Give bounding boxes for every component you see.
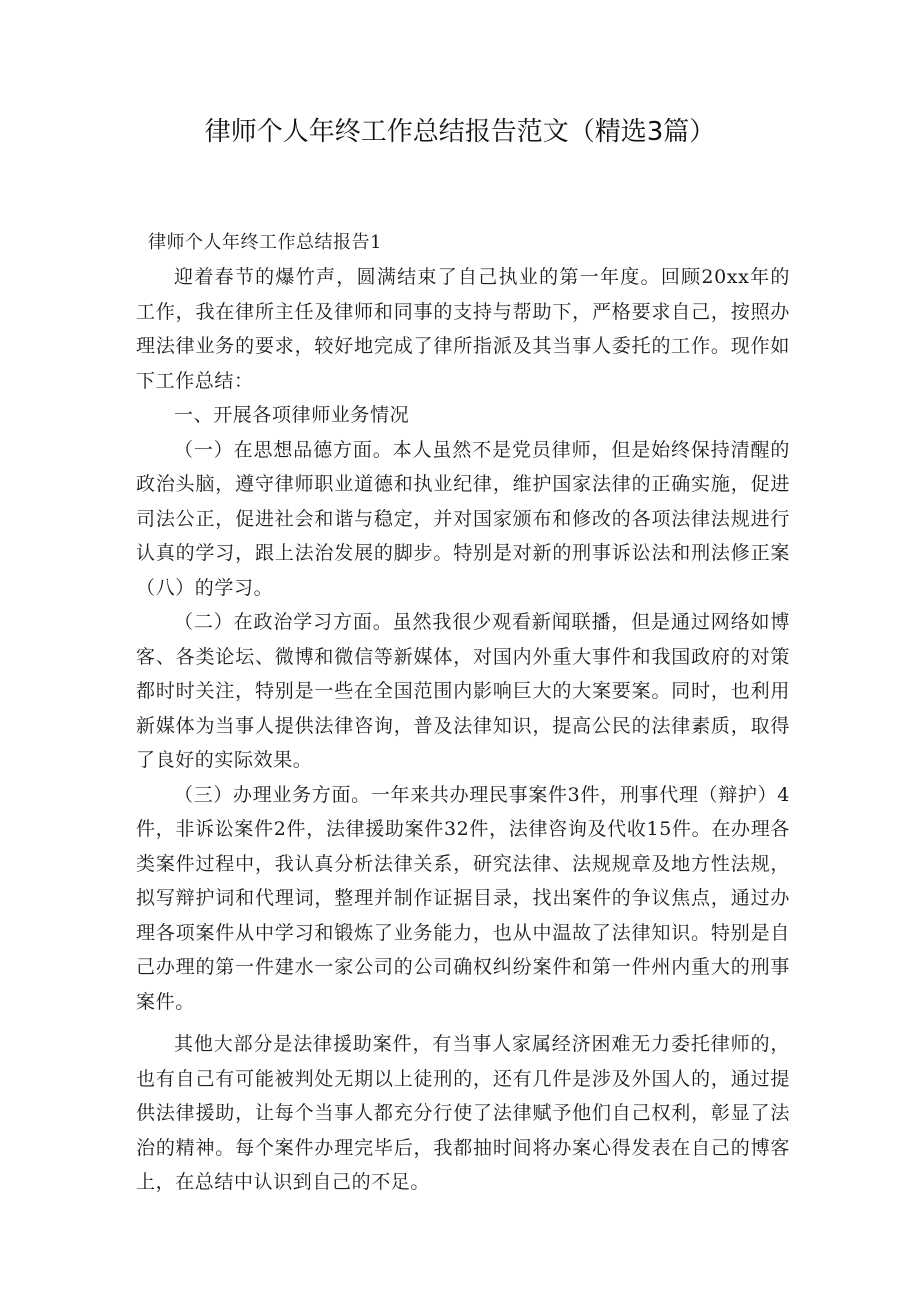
paragraph-legal-aid: 其他大部分是法律援助案件，有当事人家属经济困难无力委托律师的，也有自己有可能被判处无期以上徒刑的，还有几件是涉及外国人的，通过提供法律援助，让每个当事人都充分行使了法律赋予他们自己权利，彰显了法治的精神。每个案件办理完毕后，我都抽时间将办案心得发表在自己的博客上，在总结中认识到自己的不足。 — [136, 1033, 790, 1193]
paragraph-subheading: 一、开展各项律师业务情况 — [174, 404, 410, 426]
paragraph-moral: （一）在思想品德方面。本人虽然不是党员律师，但是始终保持清醒的政治头脑，遵守律师职业道德和执业纪律，维护国家法律的正确实施，促进司法公正，促进社会和谐与稳定，并对国家颁布和修改的各项法律法规进行认真的学习，跟上法治发展的脚步。特别是对新的刑事诉讼法和刑法修正案（八）的学习。 — [136, 438, 790, 599]
paragraph-political-study: （二）在政治学习方面。虽然我很少观看新闻联播，但是通过网络如博客、各类论坛、微博和微信等新媒体，对国内外重大事件和我国政府的对策都时时关注，特别是一些在全国范围内影响巨大的大案要案。同时，也利用新媒体为当事人提供法律咨询，普及法律知识，提高公民的法律素质，取得了良好的实际效果。 — [136, 611, 790, 771]
section-heading: 律师个人年终工作总结报告1 — [148, 232, 382, 253]
paragraph-intro: 迎着春节的爆竹声，圆满结束了自己执业的第一年度。回顾20xx年的工作，我在律所主任及律师和同事的支持与帮助下，严格要求自己，按照办理法律业务的要求，较好地完成了律所指派及其当事人委托的工作。现作如下工作总结： — [136, 266, 790, 392]
document-body — [136, 260, 790, 1200]
paragraph-business: （三）办理业务方面。一年来共办理民事案件3件，刑事代理（辩护）4件，非诉讼案件2件，法律援助案件32件，法律咨询及代收15件。在办理各类案件过程中，我认真分析法律关系，研究法律、法规规章及地方性法规，拟写辩护词和代理词，整理并制作证据目录，找出案件的争议焦点，通过办理各项案件从中学习和锻炼了业务能力，也从中温故了法律知识。特别是自己办理的第一件建水一家公司的公司确权纠纷案件和第一件州内重大的刑事案件。 — [136, 783, 790, 1013]
document-title: 律师个人年终工作总结报告范文（精选3篇） — [204, 117, 716, 147]
